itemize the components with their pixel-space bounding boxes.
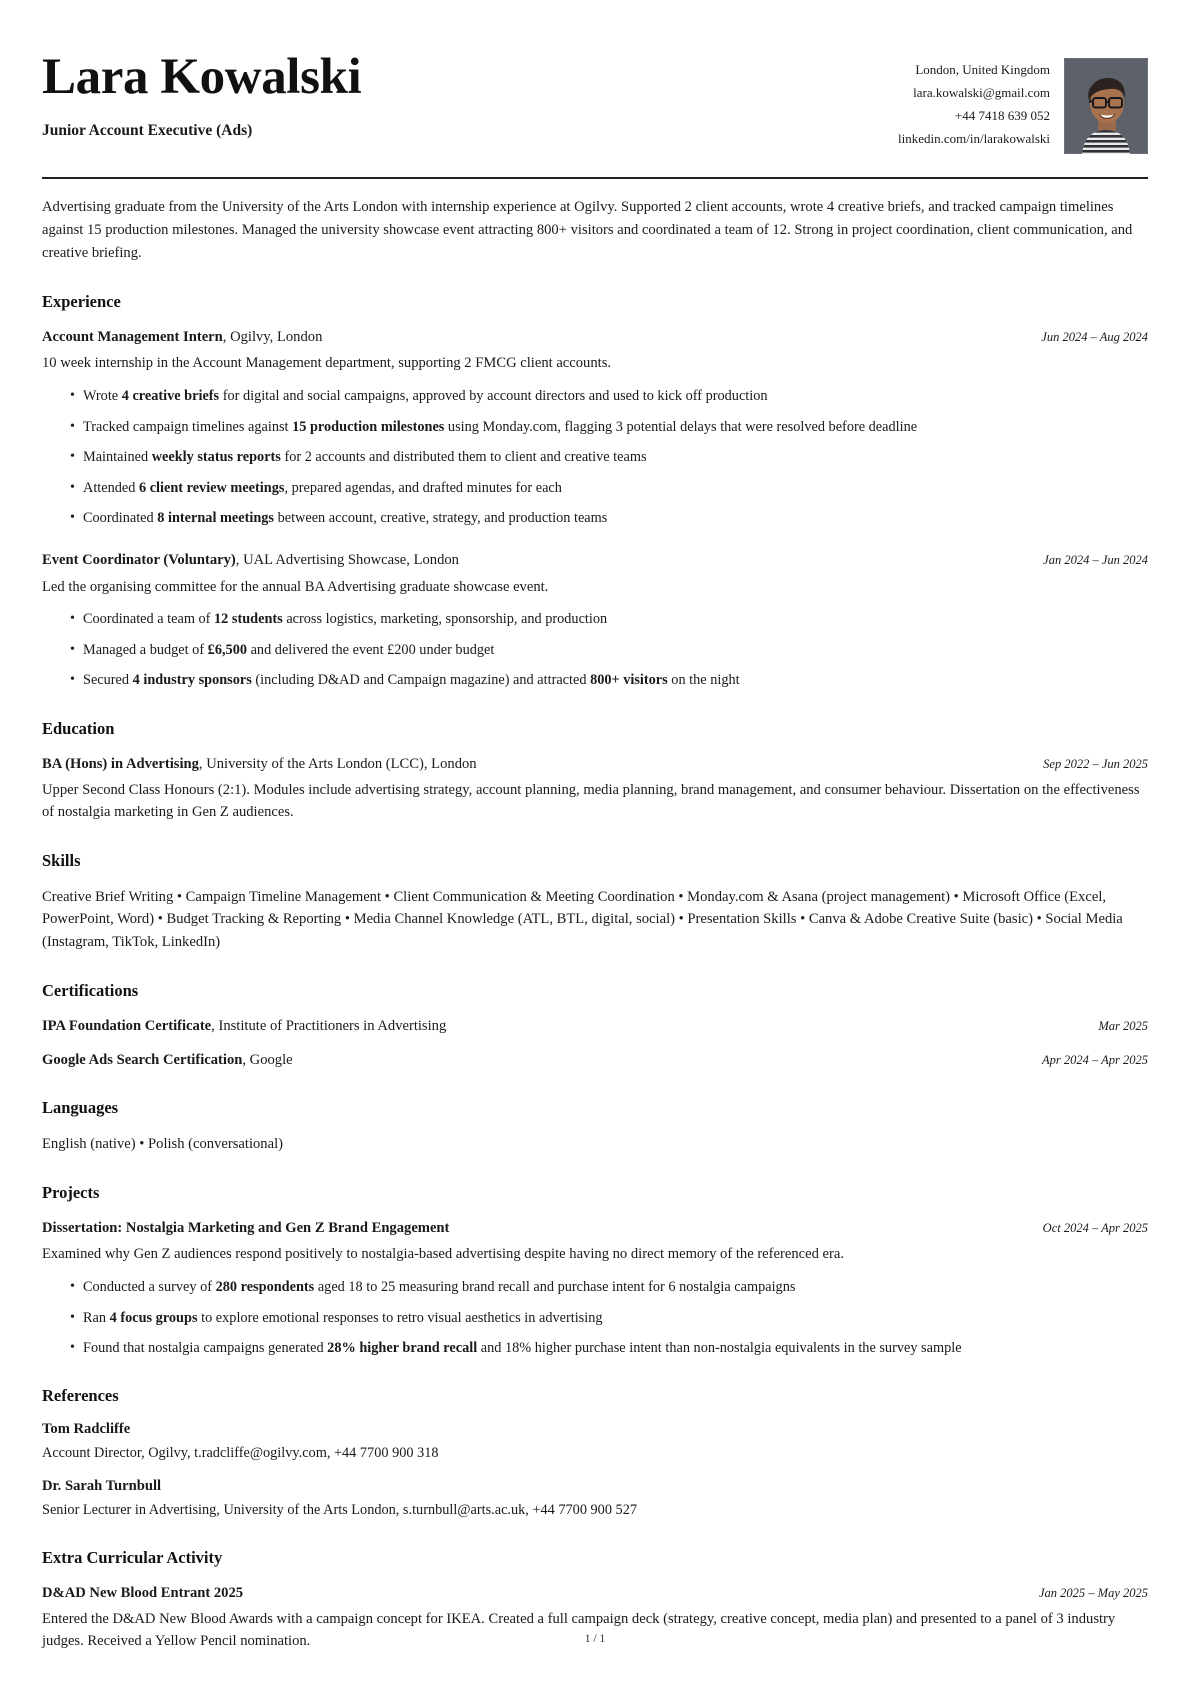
entry-header <box>42 1218 1148 1239</box>
section-heading-extra-curricular: Extra Curricular Activity <box>42 1548 223 1568</box>
entry-date: Apr 2024 – Apr 2025 <box>1041 1053 1148 1068</box>
entry-title <box>42 327 322 348</box>
section-experience <box>42 292 1148 692</box>
resume-header <box>42 40 1148 154</box>
entry-title <box>42 1218 449 1239</box>
experience-entry <box>42 550 1148 691</box>
bullet-item: • Wrote 4 creative briefs for digital and social campaigns, approved by account directors and used to kick off production <box>70 386 1148 407</box>
entry-title <box>42 1016 446 1037</box>
reference-entry <box>42 1421 1148 1464</box>
header-right <box>898 48 1148 154</box>
section-heading-experience: Experience <box>42 292 121 312</box>
section-skills <box>42 851 1148 954</box>
job-headline: Junior Account Executive (Ads) <box>42 122 253 139</box>
bullet-item: • Ran 4 focus groups to explore emotional responses to retro visual aesthetics in advertising <box>70 1308 1148 1329</box>
certification-org: , Institute of Practitioners in Advertising <box>211 1017 447 1034</box>
section-languages <box>42 1098 1148 1156</box>
page-title: Lara Kowalski <box>42 49 362 105</box>
bullet-item: • Found that nostalgia campaigns generated 28% higher brand recall and 18% higher purchase intent than non-nostalgia equivalents in the survey sample <box>70 1338 1148 1359</box>
section-heading-education: Education <box>42 718 115 738</box>
entry-date: Mar 2025 <box>1098 1018 1148 1033</box>
contact-linkedin[interactable]: linkedin.com/in/larakowalski <box>898 131 1050 147</box>
section-heading-skills: Skills <box>42 850 81 870</box>
reference-entry <box>42 1478 1148 1521</box>
reference-name: Dr. Sarah Turnbull <box>42 1477 162 1494</box>
bullet-item: • Conducted a survey of 280 respondents aged 18 to 25 measuring brand recall and purchase intent for 6 nostalgia campaigns <box>70 1277 1148 1298</box>
entry-date: Jan 2024 – Jun 2024 <box>1043 553 1148 568</box>
bullet-item: • Attended 6 client review meetings, prepared agendas, and drafted minutes for each <box>70 478 1148 499</box>
project-name: Dissertation: Nostalgia Marketing and Gen Z Brand Engagement <box>42 1220 450 1237</box>
experience-entry <box>42 327 1148 529</box>
bullet-item: • Secured 4 industry sponsors (including D&AD and Campaign magazine) and attracted 800+ visitors on the night <box>70 670 1148 691</box>
entry-summary: Upper Second Class Honours (2:1). Modules include advertising strategy, account planning, media planning, brand management, and consumer behaviour. Dissertation on the effectiveness of nostalgia marketing in Gen Z audiences. <box>42 781 1140 820</box>
languages-list: English (native) • Polish (conversational) <box>42 1136 283 1153</box>
entry-role: Event Coordinator (Voluntary) <box>42 552 236 569</box>
section-heading-certifications: Certifications <box>42 980 139 1000</box>
project-entry <box>42 1218 1148 1359</box>
entry-bullets <box>42 609 1148 691</box>
entry-header <box>42 550 1148 571</box>
entry-bullets <box>42 1277 1148 1359</box>
entry-header <box>42 1583 1148 1604</box>
entry-org: , UAL Advertising Showcase, London <box>235 552 459 569</box>
contact-block <box>898 58 1050 151</box>
entry-title <box>42 550 459 571</box>
section-heading-projects: Projects <box>42 1183 100 1203</box>
reference-detail: Account Director, Ogilvy, t.radcliffe@ogilvy.com, +44 7700 900 318 <box>42 1445 439 1462</box>
certification-org: , Google <box>242 1052 293 1069</box>
entry-date: Jan 2025 – May 2025 <box>1038 1586 1148 1601</box>
entry-summary: Examined why Gen Z audiences respond positively to nostalgia-based advertising despite having no direct memory of the referenced era. <box>42 1246 844 1263</box>
certification-name: IPA Foundation Certificate <box>42 1017 212 1034</box>
entry-date: Oct 2024 – Apr 2025 <box>1042 1221 1148 1236</box>
entry-summary: Led the organising committee for the annual BA Advertising graduate showcase event. <box>42 578 549 595</box>
entry-summary: 10 week internship in the Account Management department, supporting 2 FMCG client accounts. <box>42 355 612 372</box>
entry-header <box>42 327 1148 348</box>
entry-degree: BA (Hons) in Advertising <box>42 755 199 772</box>
page-footer: 1 / 1 <box>584 1633 606 1645</box>
education-entry <box>42 754 1148 824</box>
entry-title <box>42 1583 243 1604</box>
entry-bullets <box>42 386 1148 529</box>
entry-header <box>42 754 1148 775</box>
contact-location: London, United Kingdom <box>915 62 1050 77</box>
entry-role: Account Management Intern <box>42 329 223 346</box>
reference-name: Tom Radcliffe <box>42 1421 131 1438</box>
section-education <box>42 719 1148 824</box>
bullet-item: • Tracked campaign timelines against 15 production milestones using Monday.com, flagging 3 potential delays that were resolved before deadline <box>70 417 1148 438</box>
entry-date: Sep 2022 – Jun 2025 <box>1043 756 1148 771</box>
certification-entry <box>42 1016 1148 1037</box>
entry-summary: Entered the D&AD New Blood Awards with a campaign concept for IKEA. Created a full campaign deck (strategy, creative concept, media plan) and presented to a panel of 3 industry judges. Received a Yellow Pencil nomination. <box>42 1611 1116 1650</box>
contact-phone[interactable]: +44 7418 639 052 <box>954 108 1050 124</box>
identity-block <box>42 48 361 140</box>
bullet-item: • Managed a budget of £6,500 and delivered the event £200 under budget <box>70 640 1148 661</box>
bullet-item: • Coordinated a team of 12 students across logistics, marketing, sponsorship, and production <box>70 609 1148 630</box>
entry-title <box>42 754 477 775</box>
entry-org: , University of the Arts London (LCC), London <box>198 755 477 772</box>
entry-org: , Ogilvy, London <box>222 329 323 346</box>
avatar <box>1064 58 1148 154</box>
header-divider <box>42 177 1148 179</box>
entry-header <box>42 1016 1148 1037</box>
section-heading-languages: Languages <box>42 1098 119 1118</box>
bullet-item: • Maintained weekly status reports for 2 accounts and distributed them to client and creative teams <box>70 447 1148 468</box>
section-certifications <box>42 981 1148 1071</box>
bullet-item: • Coordinated 8 internal meetings between account, creative, strategy, and production teams <box>70 508 1148 529</box>
section-heading-references: References <box>42 1386 119 1406</box>
entry-title <box>42 1050 293 1071</box>
reference-detail: Senior Lecturer in Advertising, University of the Arts London, s.turnbull@arts.ac.uk, +44 7700 900 527 <box>42 1501 638 1518</box>
section-references <box>42 1386 1148 1521</box>
certification-name: Google Ads Search Certification <box>42 1052 243 1069</box>
professional-summary: Advertising graduate from the University of the Arts London with internship experience at Ogilvy. Supported 2 client accounts, wrote 4 creative briefs, and tracked campaign timelines against 15 production milestones. Managed the university showcase event attracting 800+ visitors and coordinated a team of 12. Strong in project coordination, client communication, and creative briefing. <box>42 199 1133 262</box>
entry-date: Jun 2024 – Aug 2024 <box>1041 330 1148 345</box>
certification-entry <box>42 1050 1148 1071</box>
skills-list: Creative Brief Writing • Campaign Timeline Management • Client Communication & Meeting Coordination • Monday.com & Asana (project management) • Microsoft Office (Excel, PowerPoint, Word) • Budget Tracking & Reporting • Media Channel Knowledge (ATL, BTL, digital, social) • Presentation Skills • Canva & Adobe Creative Suite (basic) • Social Media (Instagram, TikTok, LinkedIn) <box>42 888 1123 951</box>
section-projects <box>42 1183 1148 1359</box>
contact-email[interactable]: lara.kowalski@gmail.com <box>913 85 1050 101</box>
activity-name: D&AD New Blood Entrant 2025 <box>42 1585 244 1602</box>
entry-header <box>42 1050 1148 1071</box>
